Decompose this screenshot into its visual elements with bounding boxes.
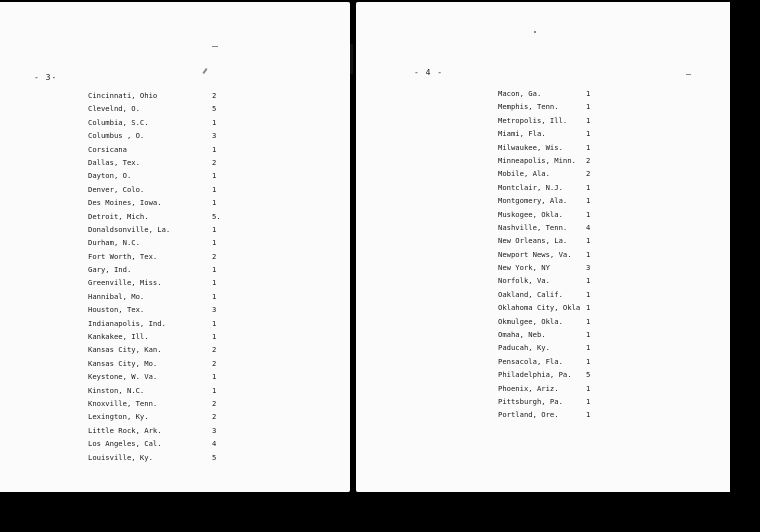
city-count: 1 — [586, 289, 591, 299]
city-row — [88, 263, 238, 276]
city-name: Newport News, Va. — [498, 249, 572, 259]
city-name: Montgomery, Ala. — [498, 196, 568, 206]
city-row — [498, 395, 608, 408]
city-count: 1 — [586, 89, 591, 98]
city-row — [88, 183, 238, 196]
city-name: Denver, Colo. — [88, 184, 145, 194]
city-name: Detroit, Mich. — [88, 211, 149, 221]
city-row — [498, 100, 608, 113]
city-row — [498, 368, 608, 381]
city-name: Indianapolis, Ind. — [88, 318, 166, 328]
city-name: Corsicana — [88, 144, 127, 154]
city-name: Kansas City, Mo. — [88, 358, 158, 368]
left-page — [0, 2, 350, 492]
city-count: 1 — [212, 372, 217, 382]
city-name: Paducah, Ky. — [498, 343, 550, 353]
city-name: Mobile, Ala. — [498, 169, 550, 179]
city-name: New Orleans, La. — [498, 236, 568, 246]
city-count: 1 — [212, 291, 217, 301]
city-count: 1 — [586, 276, 591, 286]
city-row — [498, 355, 608, 368]
city-count: 1 — [212, 318, 217, 328]
city-row — [498, 301, 608, 314]
city-row — [88, 169, 238, 182]
city-count: 1 — [586, 396, 591, 406]
city-row — [88, 451, 238, 464]
book-spine — [350, 0, 356, 532]
city-row — [498, 154, 608, 167]
city-count: 3 — [212, 131, 217, 141]
page-number-right: - 4 - — [414, 68, 444, 77]
city-name: Gary, Ind. — [88, 265, 132, 275]
city-count: 3 — [586, 263, 591, 273]
city-count: 1 — [586, 343, 591, 353]
city-count: 1 — [212, 332, 217, 342]
city-name: Nashville, Tenn. — [498, 222, 568, 232]
city-row — [498, 181, 608, 194]
city-count: 1 — [586, 303, 591, 313]
city-row — [498, 274, 608, 287]
page-number-left: - 3- — [34, 73, 58, 82]
city-name: Houston, Tex. — [88, 305, 145, 315]
city-count: 1 — [586, 356, 591, 366]
city-row — [88, 223, 238, 236]
city-row — [88, 143, 238, 156]
city-row — [88, 129, 238, 142]
city-row — [88, 410, 238, 423]
city-count: 1 — [586, 209, 591, 219]
city-row — [88, 156, 238, 169]
city-row — [88, 102, 238, 115]
right-edge-shadow — [730, 0, 760, 532]
city-row — [498, 261, 608, 274]
city-count: 1 — [212, 385, 217, 395]
city-name: Metropolis, Ill. — [498, 115, 568, 125]
city-count: 1 — [586, 102, 591, 112]
city-row — [88, 116, 238, 129]
city-row — [88, 370, 238, 383]
city-count: 1 — [586, 249, 591, 259]
city-count: 1 — [212, 171, 217, 181]
city-count: 1 — [586, 115, 591, 125]
city-name: Kinston, N.C. — [88, 385, 145, 395]
city-count: 1 — [212, 117, 217, 127]
city-name: Louisville, Ky. — [88, 452, 153, 462]
city-name: Macon, Ga. — [498, 89, 542, 98]
city-count: 1 — [212, 144, 217, 154]
city-row — [498, 87, 608, 100]
city-name: Lexington, Ky. — [88, 412, 149, 422]
city-row — [498, 341, 608, 354]
city-row — [498, 248, 608, 261]
bottom-border — [0, 492, 760, 532]
city-count: 1 — [586, 142, 591, 152]
city-name: Minneapolis, Minn. — [498, 155, 576, 165]
city-row — [88, 357, 238, 370]
city-name: Dayton, O. — [88, 171, 132, 181]
city-count: 2 — [212, 412, 217, 422]
right-page — [356, 2, 730, 492]
city-count: 1 — [586, 410, 591, 420]
city-count: 1 — [212, 238, 217, 248]
city-count: 2 — [212, 157, 217, 167]
city-row — [88, 89, 238, 102]
city-count: 5 — [212, 452, 217, 462]
city-name: Hannibal, Mo. — [88, 291, 145, 301]
city-count: 2 — [212, 358, 217, 368]
city-name: Knoxville, Tenn. — [88, 398, 158, 408]
city-count: 2 — [212, 398, 217, 408]
city-row — [88, 437, 238, 450]
city-count: 2 — [212, 345, 217, 355]
city-row — [88, 303, 238, 316]
city-name: Los Angeles, Cal. — [88, 439, 162, 449]
city-name: Norfolk, Va. — [498, 276, 550, 286]
city-row — [498, 221, 608, 234]
speck — [534, 31, 536, 33]
city-count: 1 — [586, 196, 591, 206]
city-count: 2 — [586, 155, 591, 165]
city-row — [498, 141, 608, 154]
city-name: Des Moines, Iowa. — [88, 198, 162, 208]
city-name: Dallas, Tex. — [88, 157, 140, 167]
city-count: 1 — [586, 182, 591, 192]
city-name: Philadelphia, Pa. — [498, 370, 572, 380]
speck — [212, 46, 218, 47]
city-row — [498, 114, 608, 127]
city-row — [498, 328, 608, 341]
city-name: Fort Worth, Tex. — [88, 251, 158, 261]
city-count: 5 — [586, 370, 591, 380]
city-name: Oakland, Calif. — [498, 289, 563, 299]
city-name: Omaha, Neb. — [498, 330, 546, 340]
city-row — [88, 330, 238, 343]
city-name: Greenville, Miss. — [88, 278, 162, 288]
city-row — [498, 288, 608, 301]
city-count: 2 — [586, 169, 591, 179]
city-list-right — [498, 87, 608, 422]
city-name: Milwaukee, Wis. — [498, 142, 563, 152]
city-count: 1 — [586, 129, 591, 139]
city-name: Phoenix, Ariz. — [498, 383, 559, 393]
city-row — [88, 317, 238, 330]
city-count: 2 — [212, 91, 217, 100]
city-row — [498, 208, 608, 221]
city-name: Durham, N.C. — [88, 238, 140, 248]
city-name: Kansas City, Kan. — [88, 345, 162, 355]
city-count: 3 — [212, 305, 217, 315]
city-name: Donaldsonville, La. — [88, 224, 171, 234]
city-row — [88, 210, 238, 223]
city-count: 2 — [212, 251, 217, 261]
city-name: Keystone, W. Va. — [88, 372, 158, 382]
city-name: New York, NY — [498, 263, 550, 273]
city-name: Muskogee, Okla. — [498, 209, 563, 219]
city-count: 1 — [586, 383, 591, 393]
city-name: Pittsburgh, Pa. — [498, 396, 563, 406]
city-row — [88, 276, 238, 289]
city-name: Oklahoma City, Okla — [498, 303, 581, 313]
city-name: Montclair, N.J. — [498, 182, 563, 192]
city-count: 1 — [212, 198, 217, 208]
city-row — [88, 236, 238, 249]
city-row — [498, 382, 608, 395]
city-row — [88, 290, 238, 303]
city-row — [88, 196, 238, 209]
city-name: Pensacola, Fla. — [498, 356, 563, 366]
city-count: 1 — [586, 330, 591, 340]
city-row — [498, 315, 608, 328]
city-row — [498, 234, 608, 247]
city-count: 1 — [586, 236, 591, 246]
city-count: 4 — [212, 439, 217, 449]
city-name: Clevelnd, O. — [88, 104, 140, 114]
city-name: Okmulgee, Okla. — [498, 316, 563, 326]
city-count: 1 — [212, 278, 217, 288]
city-name: Cincinnati, Ohio — [88, 91, 158, 100]
city-row — [88, 397, 238, 410]
city-name: Memphis, Tenn. — [498, 102, 559, 112]
city-name: Miami, Fla. — [498, 129, 546, 139]
city-name: Kankakee, Ill. — [88, 332, 149, 342]
city-name: Columbia, S.C. — [88, 117, 149, 127]
spine-shadow — [350, 44, 353, 74]
city-count: 5. — [212, 211, 221, 221]
city-count: 3 — [212, 425, 217, 435]
city-name: Little Rock, Ark. — [88, 425, 162, 435]
city-row — [498, 194, 608, 207]
city-row — [88, 384, 238, 397]
city-name: Portland, Ore. — [498, 410, 559, 420]
city-count: 1 — [586, 316, 591, 326]
city-count: 5 — [212, 104, 217, 114]
city-row — [88, 343, 238, 356]
city-count: 1 — [212, 265, 217, 275]
speck — [686, 74, 691, 75]
city-row — [88, 250, 238, 263]
city-count: 4 — [586, 222, 591, 232]
city-list-left — [88, 89, 238, 464]
city-count: 1 — [212, 224, 217, 234]
city-row — [498, 167, 608, 180]
city-row — [498, 127, 608, 140]
city-row — [498, 408, 608, 421]
city-name: Columbus , O. — [88, 131, 145, 141]
city-count: 1 — [212, 184, 217, 194]
city-row — [88, 424, 238, 437]
